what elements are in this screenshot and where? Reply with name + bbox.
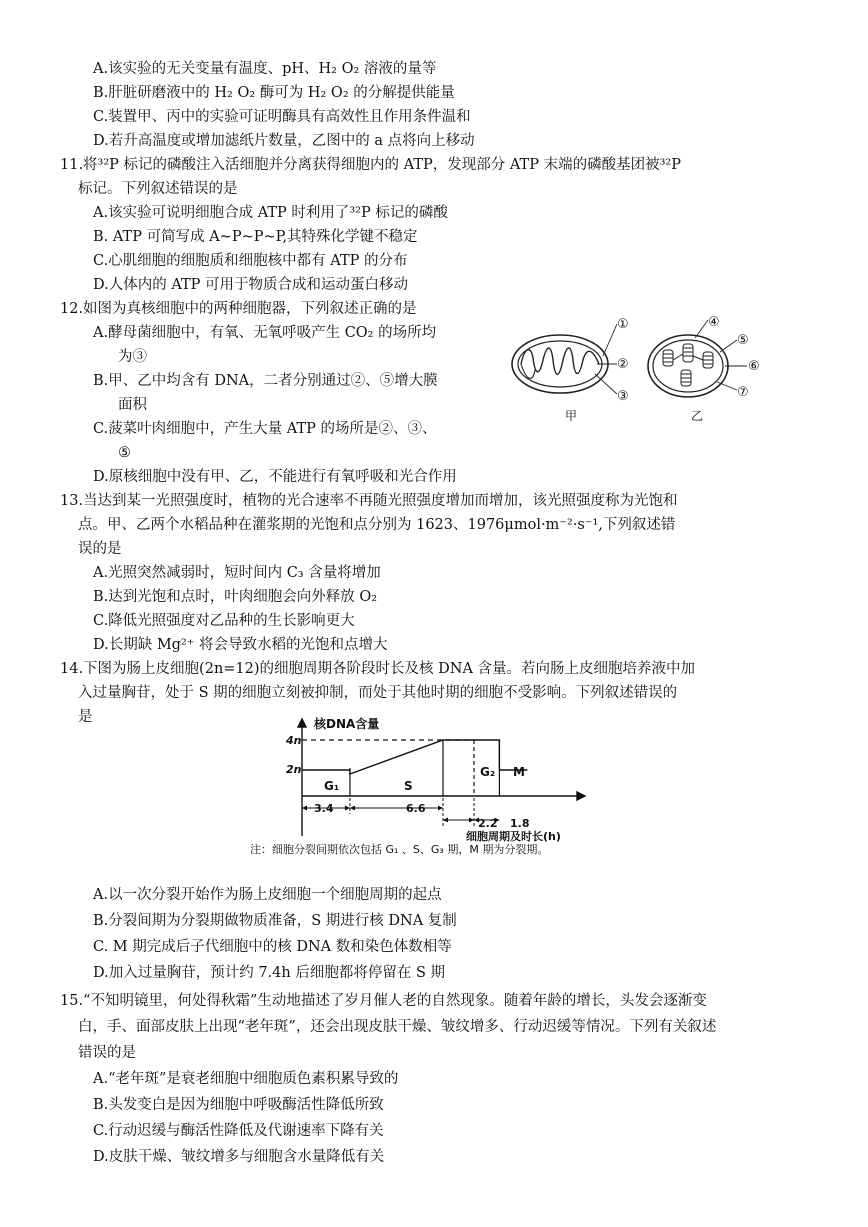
duration-arrow-left-G₂ (443, 818, 448, 823)
q14-option-b: B.分裂间期为分裂期做物质准备，S 期进行核 DNA 复制 (93, 913, 457, 929)
q15-option-d: D.皮肤干燥、皱纹增多与细胞含水量降低有关 (93, 1149, 385, 1165)
q14-stem-line3: 是 (78, 709, 93, 725)
phase-m: M (513, 765, 525, 779)
label-7: ⑦ (737, 385, 749, 400)
q11-option-a: A.该实验可说明细胞合成 ATP 时利用了³²P 标记的磷酸 (93, 205, 448, 221)
q12-option-a-line2: 为③ (118, 349, 147, 365)
caption-yi: 乙 (691, 409, 704, 423)
label-5: ⑤ (737, 333, 749, 348)
q15-stem-line2: 白，手、面部皮肤上出现“老年斑”，还会出现皮肤干燥、皱纹增多、行动迟缓等情况。下列有关叙述 (78, 1019, 717, 1035)
q12-option-a-line1: A.酵母菌细胞中，有氧、无氧呼吸产生 CO₂ 的场所均 (93, 325, 437, 341)
chloroplast-drawing (648, 335, 728, 397)
q11-option-b: B. ATP 可简写成 A~P~P~P,其特殊化学键不稳定 (93, 229, 418, 245)
duration-arrow-right-G₁ (345, 806, 350, 811)
duration-arrow-right-S (438, 806, 443, 811)
q13-option-c: C.降低光照强度对乙品种的生长影响更大 (93, 613, 355, 629)
duration-m: 1.8 (510, 817, 530, 830)
duration-g2: 2.2 (478, 817, 498, 830)
label-4: ④ (708, 316, 720, 330)
q11-option-d: D.人体内的 ATP 可用于物质合成和运动蛋白移动 (93, 277, 409, 293)
q14-option-d: D.加入过量胸苷，预计约 7.4h 后细胞都将停留在 S 期 (93, 965, 445, 981)
x-axis-arrow (577, 792, 585, 800)
label-1: ① (617, 317, 629, 332)
label-6: ⑥ (748, 359, 760, 374)
phase-g1: G₁ (324, 779, 340, 793)
q13-stem-line3: 误的是 (78, 541, 122, 557)
cell-cycle-chart (280, 716, 600, 842)
q15-stem-line3: 错误的是 (78, 1045, 136, 1061)
q15-stem-line1: 15.“不知明镜里，何处得秋霜”生动地描述了岁月催人老的自然现象。随着年龄的增长，头发会逐渐变 (60, 993, 707, 1009)
label-2: ② (617, 357, 629, 372)
duration-s: 6.6 (406, 802, 426, 815)
caption-jia: 甲 (565, 409, 578, 423)
q10-option-d: D.若升高温度或增加滤纸片数量，乙图中的 a 点将向上移动 (93, 133, 475, 149)
duration-arrow-left-G₁ (302, 806, 307, 811)
chart-ylabel: 核DNA含量 (314, 717, 380, 731)
q10-option-b: B.肝脏研磨液中的 H₂ O₂ 酶可为 H₂ O₂ 的分解提供能量 (93, 85, 455, 101)
chart-note: 注：细胞分裂间期依次包括 G₁ 、S、G₃ 期，M 期为分裂期。 (250, 843, 549, 856)
q11-option-c: C.心肌细胞的细胞质和细胞核中都有 ATP 的分布 (93, 253, 408, 269)
q12-option-c-line2: ⑤ (118, 445, 131, 461)
q15-option-a: A.“老年斑”是衰老细胞中细胞质色素积累导致的 (93, 1071, 399, 1087)
q10-option-c: C.装置甲、丙中的实验可证明酶具有高效性且作用条件温和 (93, 109, 471, 125)
duration-arrow-right-G₂ (469, 818, 474, 823)
q13-stem-line2: 点。甲、乙两个水稻品种在灌浆期的光饱和点分别为 1623、1976μmol·m⁻²·s⁻¹,下列叙述错 (78, 517, 676, 533)
q12-option-c-line1: C.菠菜叶肉细胞中，产生大量 ATP 的场所是②、③、 (93, 421, 437, 437)
q13-option-b: B.达到光饱和点时，叶肉细胞会向外释放 O₂ (93, 589, 378, 605)
q13-option-a: A.光照突然减弱时，短时间内 C₃ 含量将增加 (93, 565, 381, 581)
q10-option-a: A.该实验的无关变量有温度、pH、H₂ O₂ 溶液的量等 (93, 61, 437, 77)
ytick-4n: 4n (286, 734, 302, 747)
q12-option-b-line1: B.甲、乙中均含有 DNA，二者分别通过②、⑤增大膜 (93, 373, 438, 389)
phase-s: S (404, 779, 413, 793)
q14-option-c: C. M 期完成后子代细胞中的核 DNA 数和染色体数相等 (93, 939, 452, 955)
q15-option-c: C.行动迟缓与酶活性降低及代谢速率下降有关 (93, 1123, 384, 1139)
q14-stem-line2: 入过量胸苷，处于 S 期的细胞立刻被抑制，而处于其他时期的细胞不受影响。下列叙述错误的 (78, 685, 678, 701)
q14-option-a: A.以一次分裂开始作为肠上皮细胞一个细胞周期的起点 (93, 887, 442, 903)
duration-g1: 3.4 (314, 802, 334, 815)
q12-stem: 12.如图为真核细胞中的两种细胞器，下列叙述正确的是 (60, 301, 417, 317)
q11-stem-line1: 11.将³²P 标记的磷酸注入活细胞并分离获得细胞内的 ATP，发现部分 ATP 末端的磷酸基团被³²P (60, 157, 681, 173)
duration-arrow-left-S (350, 806, 355, 811)
q12-option-d: D.原核细胞中没有甲、乙，不能进行有氧呼吸和光合作用 (93, 469, 457, 485)
q11-stem-line2: 标记。下列叙述错误的是 (78, 181, 238, 197)
q13-stem-line1: 13.当达到某一光照强度时，植物的光合速率不再随光照强度增加而增加，该光照强度称为光饱和 (60, 493, 678, 509)
organelle-diagram (505, 316, 775, 426)
q13-option-d: D.长期缺 Mg²⁺ 将会导致水稻的光饱和点增大 (93, 637, 388, 653)
chart-xlabel: 细胞周期及时长(h) (466, 830, 561, 842)
label-3: ③ (617, 389, 629, 404)
phase-g2: G₂ (480, 765, 496, 779)
ytick-2n: 2n (286, 763, 302, 776)
q14-stem-line1: 14.下图为肠上皮细胞(2n=12)的细胞周期各阶段时长及核 DNA 含量。若向肠上皮细胞培养液中加 (60, 661, 696, 677)
q15-option-b: B.头发变白是因为细胞中呼吸酶活性降低所致 (93, 1097, 384, 1113)
q12-option-b-line2: 面积 (118, 397, 147, 413)
mitochondrion-drawing (512, 335, 608, 393)
y-axis-arrow (298, 719, 306, 727)
